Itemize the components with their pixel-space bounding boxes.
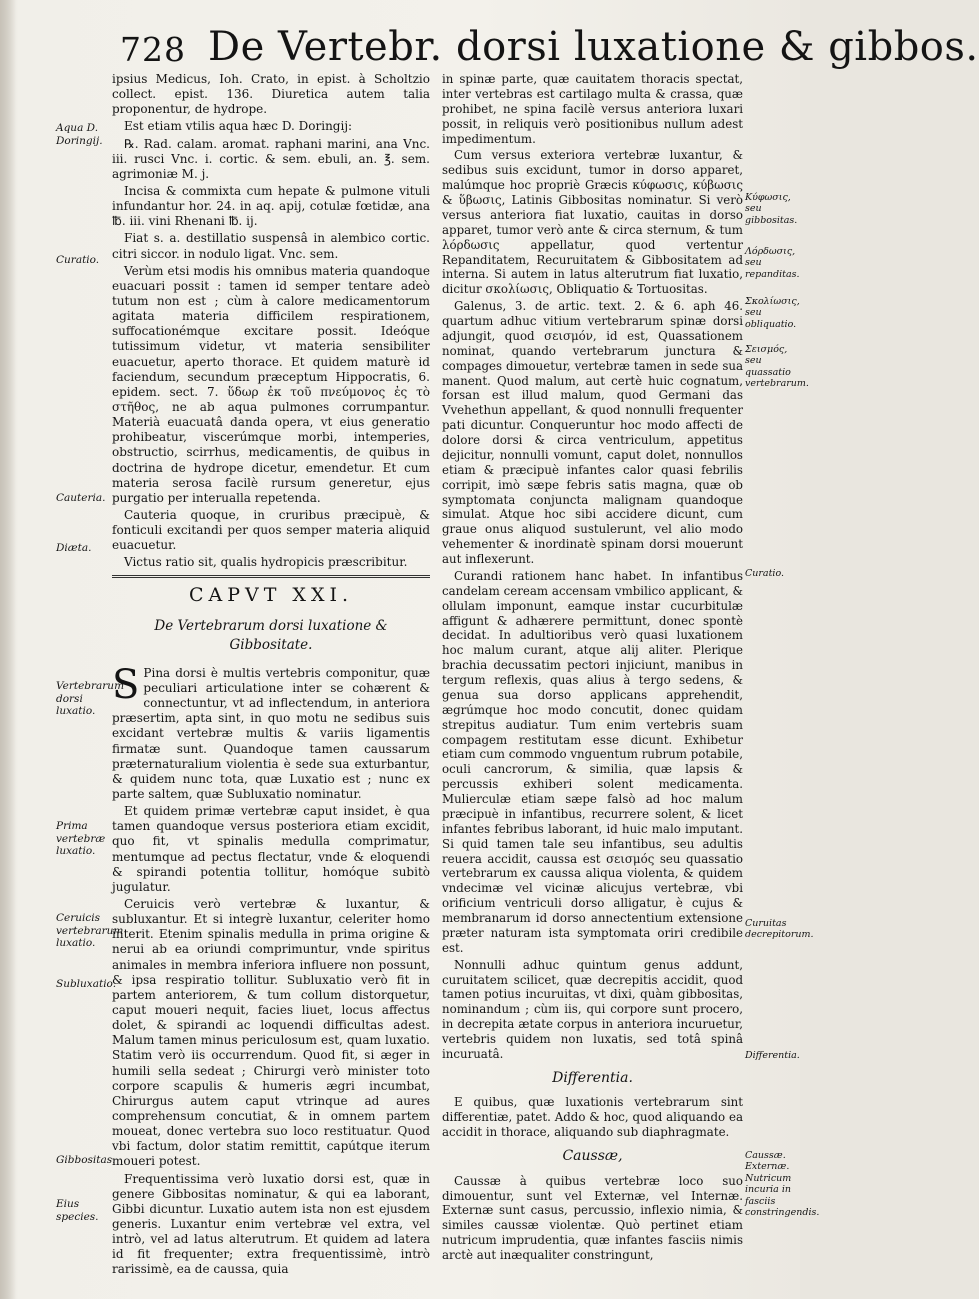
margin-note: Aqua D. Doringij. bbox=[56, 122, 103, 147]
running-head: De Vertebr. dorsi luxatione & gibbos. bbox=[208, 24, 979, 70]
paragraph: Et quidem primæ vertebræ caput insidet, è qua tamen quandoque versus posteriora etiam excidit, quo fit, vt spinalis medulla comprimatur, mentumque ad pectus flectatur, vnde & eloquendi & spirandi potentia tollitur, homóque subitò jugulatur. bbox=[112, 804, 430, 894]
margin-note: Curuitas decrepitorum. bbox=[745, 918, 814, 941]
margin-note: Cauteria. bbox=[56, 492, 106, 504]
margin-note: Ceruicis vertebrarum luxatio. bbox=[56, 912, 124, 950]
margin-note: Curatio. bbox=[56, 254, 100, 266]
drop-cap: S bbox=[112, 661, 140, 708]
paragraph: E quibus, quæ luxationis vertebrarum sint differentiæ, patet. Addo & hoc, quod aliquando ea accidit in thorace, aliquando sub diaphragmate. bbox=[442, 1095, 743, 1140]
margin-note: Σκολίωσις, seu obliquatio. bbox=[745, 296, 800, 330]
paragraph: Est etiam vtilis aqua hæc D. Doringij: bbox=[124, 119, 353, 134]
margin-note: Λόρδωσις, seu repanditas. bbox=[745, 246, 800, 280]
paragraph: Ceruicis verò vertebræ & luxantur, & subluxantur. Et si integrè luxantur, celeriter homo interit. Etenim spinalis medulla in prima origine & nerui ab ea oriundi comprimuntur, vnde spiritus animales in membra inferiora influere non possunt, & ipsa respiratio tollitur. Subluxatio verò fit in partem anteriorem, & tum collum distorquetur, caput moueri nequit, facies liuet, locus affectus dolet, & spirandi ac loquendi difficultas adest. Malum tamen minus periculosum est, quam luxatio. Statim verò iis occurrendum. Quod fit, si æger in humili sella sedeat ; Chirurgi verò minister toto corpore scapulis & humeris ægri incumbat, Chirurgus autem caput vtrinque ad aures comprehensum concutiat, & in omnem partem moueat, donec vertebra suo loco restituatur. Quod vbi factum, dolor statim remittit, capútque iterum moueri potest. bbox=[112, 897, 430, 1169]
recipe-line: ℞. Rad. calam. aromat. raphani marini, ana Vnc. iii. rusci Vnc. i. cortic. & sem. ebuli, an. ℥. sem. agrimoniæ M. j. bbox=[112, 136, 430, 181]
chapter-heading: CAPVT XXI. bbox=[188, 583, 354, 606]
page-gutter-shadow bbox=[0, 0, 16, 1299]
right-column bbox=[442, 72, 743, 1291]
margin-note: Vertebrarum dorsi luxatio. bbox=[56, 680, 125, 718]
page-number: 728 bbox=[120, 30, 186, 69]
margin-note: Eius species. bbox=[56, 1198, 99, 1223]
chapter-title-line: Gibbositate. bbox=[229, 636, 313, 653]
paragraph: Nonnulli adhuc quintum genus addunt, curuitatem scilicet, quæ decrepitis accidit, quod tamen potius incuruitas, vt dixi, quàm gibbositas, nominandum ; cùm iis, qui corpore sunt procero, in decrepita ætate corpus in anteriora incuruetur, vertebris quidem non luxatis, sed totâ spinâ incuruatâ. bbox=[442, 957, 743, 1061]
paragraph: Frequentissima verò luxatio dorsi est, quæ in genere Gibbositas nominatur, & qui ea laborant, Gibbi dicuntur. Luxatio autem ista non est ejusdem generis. Luxantur enim vertebræ vel extra, vel intrò, vel ad latus alterutrum. Et quidem ad latera id fit frequenter; extra frequentissimè, intrò rarissimè, ea de caussa, quia bbox=[112, 1171, 430, 1277]
section-heading-caussae: Caussæ, bbox=[562, 1148, 623, 1165]
paragraph: Curandi rationem hanc habet. In infantibus candelam ceream accensam vmbilico applicant, & ollulam imponunt, eamque instar cucurbitulæ affigunt & adhærere permittunt, donec spontè decidat. In adultioribus verò quasi luxationem hoc malum curant, atque alij aliter. Plerique brachia decussatim pectori injiciunt, manibus in tergum reflexis, quas alius à tergo sedens, & genua sua dorso applicans apprehendit, ægrúmque hoc modo concutit, donec quidam strepitus audiatur. Tum enim vertebris suam compagem restitutam esse dicunt. Exhibetur etiam cum commodo vnguentum rubrum potabile, oculi cancrorum, & similia, quæ lapsis & percussis exhiberi solent medicamenta. Mulierculæ etiam sæpe falsò ad hoc malum præcipuè in infantibus, recurrere solent, & licet infantes febribus laborant, id huic malo imputant. Si quid tamen tale seu infantibus, seu adultis reuera accidit, caussa est σεισμός seu quassatio vertebrarum ex caussa aliqua violenta, & quidem vndecimæ vel vicinæ alicujus vertebræ, vbi orificium ventriculi dorso alligatur, è cujus & membranarum id dorso annectentium extensione præter naturam ista symptomata oriri credibile est. bbox=[442, 568, 743, 955]
margin-note: Diæta. bbox=[56, 542, 92, 554]
opening-paragraph bbox=[112, 661, 430, 802]
paragraph: Verùm etsi modis his omnibus materia quandoque euacuari possit : tamen id semper tentare adeò tutum non est ; cùm à calore medicamentorum agitata materia difficilem respirationem, suffocationémque excitare possit. Ideóque tutissimum videtur, vt materia sensibiliter euacuetur, aperto thorace. Et quidem maturè id faciendum, secundum præceptum Hippocratis, 6. epidem. sect. 7. ὕδωρ ἐκ τοῦ πνεύμονος ἐς τὸ στῆθος, ne ab aqua pulmones corrumpantur. Materià euacuatâ danda opera, vt eius generatio prohibeatur, viscerúmque morbi, intemperies, obstructio, scirrhus, medicamentis, de quibus in doctrina de hydrope dicetur, emendetur. Et cum materia serosa facilè rursum generetur, ejus purgatio per interualla repetenda. bbox=[112, 263, 430, 505]
paragraph: in spinæ parte, quæ cauitatem thoracis spectat, inter vertebras est cartilago multa & crassa, quæ prohibet, ne spina facilè versus anteriora luxari possit, in reliquis verò positionibus nullum adest impedimentum. bbox=[442, 72, 743, 146]
margin-note: Gibbositas. bbox=[56, 1154, 116, 1166]
paragraph: Cum versus exteriora vertebræ luxantur, & sedibus suis excidunt, tumor in dorso apparet, malúmque hoc propriè Græcis κύφωσις, κύβωσις & ὕβωσις, Latinis Gibbositas nominatur. Si verò versus anteriora fiat luxatio, cauitas in dorso apparet, tumor verò ante & circa sternum, & tum λόρδωσις appellatur, quod vertentur Repanditatem, Recuruitatem & Gibbositatem ad interna. Si autem in latus alterutrum fiat luxatio, dicitur σκολίωσις, Obliquatio & Tortuositas. bbox=[442, 148, 743, 297]
margin-note: Prima vertebræ luxatio. bbox=[56, 820, 106, 858]
paragraph: Incisa & commixta cum hepate & pulmone vituli infundantur hor. 24. in aq. apij, cotulæ fœtidæ, ana ℔. iii. vini Rhenani ℔. ij. bbox=[112, 183, 430, 229]
margin-note: Curatio. bbox=[745, 568, 785, 579]
margin-note: Differentia. bbox=[745, 1050, 800, 1061]
margin-note: Caussæ. Externæ. Nutricum incuria in fasciis constringendis. bbox=[745, 1150, 820, 1218]
paragraph: Fiat s. a. destillatio suspensâ in alembico cortic. citri siccor. in nodulo ligat. Vnc. sem. bbox=[112, 231, 430, 261]
paragraph: Caussæ à quibus vertebræ loco suo dimouentur, sunt vel Externæ, vel Internæ. Externæ sunt casus, percussio, inflexio nimia, & similes caussæ violentæ. Quò pertinet etiam nutricum imprudentia, quæ infantes fasciis nimis arctè aut inæqualiter constringunt, bbox=[442, 1173, 743, 1263]
paragraph: Cauteria quoque, in cruribus præcipuè, & fonticuli excitandi per quos semper materia aliquid euacuetur. bbox=[112, 507, 430, 553]
margin-note: Κύφωσις, seu gibbositas. bbox=[745, 192, 798, 226]
page-header bbox=[40, 18, 979, 76]
paragraph: ipsius Medicus, Ioh. Crato, in epist. à Scholtzio collect. epist. 136. Diuretica autem talia proponentur, de hydrope. bbox=[112, 72, 430, 117]
chapter-rule bbox=[112, 575, 430, 578]
chapter-title-line: De Vertebrarum dorsi luxatione & bbox=[154, 618, 388, 635]
margin-note: Σεισμός, seu quassatio vertebrarum. bbox=[745, 344, 809, 390]
left-column bbox=[112, 72, 430, 1291]
paragraph: Victus ratio sit, qualis hydropicis præscribitur. bbox=[124, 555, 408, 570]
paragraph: Galenus, 3. de artic. text. 2. & 6. aph 46. quartum adhuc vitium vertebrarum spinæ dorsi adjungit, quod σεισμόν, id est, Quassationem nominat, quando vertebrarum junctura & compages dimouetur, vertebræ tamen in sede sua manent. Quod malum, aut certè huic cognatum, forsan est illud malum, quod Germani das Vvehethun appellant, & quod nonnulli frequenter pati dicuntur. Conqueruntur hoc modo affecti de dolore dorsi & circa ventriculum, appetitus dejicitur, nonnulli vomunt, caput dolet, nonnullos etiam & præcipuè infantes calor quasi febrilis corripit, imò sæpe febris satis magna, quæ ob symptomata conjuncta malignam quandoque simulat. Atque hoc sibi accidere dicunt, cum graue onus aliquod sustulerunt, vel alio modo vehementer & inordinatè spinam dorsi mouerunt aut inflexerunt. bbox=[442, 299, 743, 566]
opening-text: Pina dorsi è multis vertebris componitur, quæ peculiari articulatione inter se cohærent & connectuntur, vt ad inflectendum, in anteriora præsertim, apta sint, in quo motu ne sedibus suis excidant vertebræ multis & variis ligamentis firmatæ sunt. Quandoque tamen caussarum præternaturalium violentia è sede sua exturbantur, & quidem nunc tota, quæ Luxatio est ; nunc ex parte saltem, quæ Subluxatio nominatur. bbox=[112, 665, 430, 802]
margin-note: Subluxatio. bbox=[56, 978, 117, 990]
section-heading-differentia: Differentia. bbox=[552, 1069, 633, 1086]
chapter-title bbox=[112, 617, 430, 653]
